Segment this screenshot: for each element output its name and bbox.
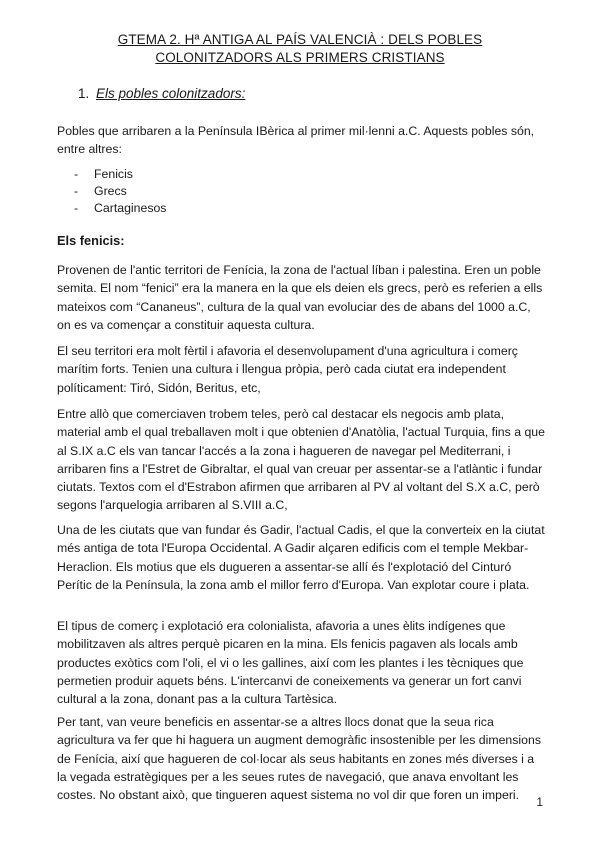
list-item bbox=[74, 183, 166, 200]
page-number: 1 bbox=[536, 795, 543, 809]
subheading-fenicis: Els fenicis: bbox=[57, 233, 125, 248]
peoples-list bbox=[74, 166, 166, 217]
list-item bbox=[74, 200, 166, 217]
list-item-text: Fenicis bbox=[94, 167, 133, 181]
section-heading bbox=[78, 86, 245, 101]
paragraph-gadir: Una de les ciutats que van fundar és Gadir, l'actual Cadis, el que la converteix en la ciutat més antiga de tota l'Europa Occidental. A Gadir alçaren edificis com el temple Mekbar-Heraclion. Els motius que els dugueren a assentar-se allí és l'explotació del Cinturó Perític de la Península, la zona amb el millor ferro d'Europa. Van explotar coure i plata. bbox=[57, 523, 545, 592]
paragraph-colonialism: El tipus de comerç i explotació era colonialista, afavoria a unes èlits indígenes que mobilitzaven als altres perquè picaren en la mina. Els fenicis pagaven als locals amb productes exòtics com l'oli, el vi o les gallines, així com les plantes i les tècniques que permetien produir aquets béns. L'intercanvi de coneixements va generar un fort canvi cultural a la zona, donant pas a la cultura Tartèsica. bbox=[57, 619, 524, 707]
paragraph-origins: Provenen de l'antic territori de Fenícia, la zona de l'actual líban i palestina. Eren un poble semita. El nom “fenici” era la manera en la que els deien els grecs, però es referien a ells mateixos com “Cananeus”, cultura de la qual van evoluciar des de abans del 1000 a.C, on es va començar a constituir aquesta cultura. bbox=[57, 263, 543, 332]
document-title-line-2: COLONITZADORS ALS PRIMERS CRISTIANS bbox=[155, 50, 445, 65]
section-number: 1. bbox=[78, 86, 90, 101]
list-item-text: Grecs bbox=[94, 184, 127, 198]
list-item-text: Cartaginesos bbox=[94, 201, 167, 215]
paragraph-trade: Entre allò que comerciaven trobem teles, però cal destacar els negocis amb plata, material amb el qual treballaven molt i que obtenien d'Anatòlia, l'actual Turquia, fins a que al S.IX a.C els van tancar l'accés a la zona i hagueren de navegar pel Mediterrani, i arribaren fins a l'Estret de Gibraltar, el qual van creuar per assentar-se a l'atlàntic i fundar ciutats. Textos com el d'Estrabon afirmen que arribaren al PV al voltant del S.X a.C, però segons l'arquelogia arribaren al S.VIII a.C, bbox=[57, 407, 545, 513]
paragraph-conclusion: Per tant, van veure beneficis en assentar-se a altres llocs donat que la seua rica agricultura va fer que hi haguera un augment demogràfic insostenible per les dimensions de Fenícia, així que hagueren de col·locar als seus habitants en zones més diverses i a la vegada estratègiques per a les seues rutes de navegació, que anava envoltant les costes. No obstant això, que tingueren aquest sistema no vol dir que foren un imperi. bbox=[57, 715, 541, 803]
section-heading-text: Els pobles colonitzadors: bbox=[96, 86, 246, 101]
list-item bbox=[74, 166, 166, 183]
intro-paragraph: Pobles que arribaren a la Península IBèrica al primer mil·lenni a.C. Aquests pobles són, entre altres: bbox=[57, 124, 535, 157]
paragraph-territory: El seu territori era molt fèrtil i afavoria el desenvolupament d'una agricultura i comerç marítim forts. Tenien una cultura i llengua pròpia, però cada ciutat era independent políticament: Tiró, Sidón, Beritus, etc, bbox=[57, 344, 518, 395]
list-bullet: - bbox=[74, 201, 79, 215]
document-title-line-1: GTEMA 2. Hª ANTIGA AL PAÍS VALENCIÀ : DELS POBLES bbox=[117, 32, 483, 47]
list-bullet: - bbox=[74, 184, 79, 198]
list-bullet: - bbox=[74, 167, 79, 181]
